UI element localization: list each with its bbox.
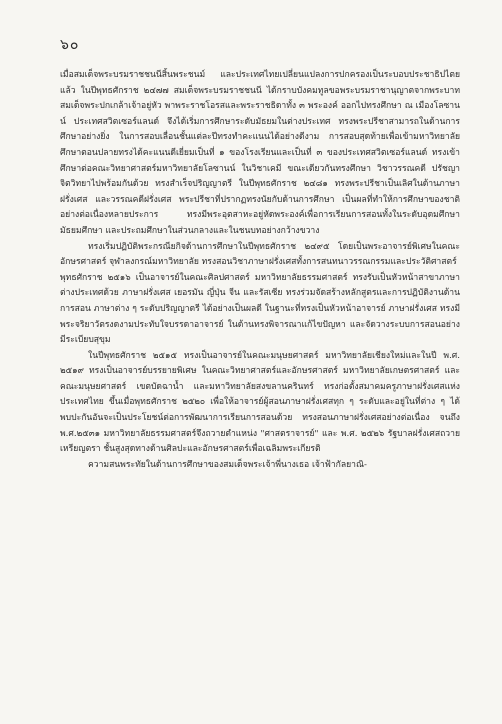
body-text: [60, 68, 460, 473]
paragraph-4: ในปีพุทธศักราช ๒๕๑๕ ทรงเป็นอาจารย์ในคณะมนุษยศาสตร์ มหาวิทยาลัยเชียงใหม่และในปี พ.ศ. ๒๕๑๙ ทรงเป็นอาจารย์บรรยายพิเศษ ในคณะวิทยาศาสตร์และอักษรศาสตร์ มหาวิทยาลัยเกษตรศาสตร์ และคณะมนุษยศาสตร์ เขตบัดฉาน้ำ และมหาวิทยาลัยสงขลานครินทร์ ทรงก่อตั้งสมาคมครูภาษาฝรั่งเศสแห่งประเทศไทย ขึ้นเมื่อพุทธศักราช ๒๕๒๐ เพื่อให้อาจารย์ผู้สอนภาษาฝรั่งเศสทุก ๆ ระดับและอยู่ในที่ต่าง ๆ ได้พบปะกันอันจะเป็นประโยชน์ต่อการพัฒนาการเรียนการสอนด้วย ทรงสอนภาษาฝรั่งเศสอย่างต่อเนื่อง จนถึง พ.ศ.๒๕๓๑ มหาวิทยาลัยธรรมศาสตร์จึงถวายตำแหน่ง "ศาสตราจารย์" และ พ.ศ. ๒๕๒๖ รัฐบาลฝรั่งเศสถวายเหรียญตรา ชั้นสูงสุดทางด้านศิลปะและอักษรศาสตร์เพื่อเฉลิมพระเกียรติ: [60, 350, 460, 455]
paragraph-5: ความสนพระทัยในด้านการศึกษาของสมเด็จพระเจ้าพี่นางเธอ เจ้าฟ้ากัลยาณิ-: [88, 459, 367, 470]
paragraph-3: พุทธศักราช ๒๕๑๖ เป็นอาจารย์ในคณะศิลปศาสตร์ มหาวิทยาลัยธรรมศาสตร์ ทรงรับเป็นหัวหน้าสาขาภาษาต่างประเทศด้วย ภาษาฝรั่งเศส เยอรมัน ญี่ปุ่น จีน และรัสเซีย ทรงร่วมจัดสร้างหลักสูตรและการปฏิบัติงานด้านการสอน ภาษาต่าง ๆ ระดับปริญญาตรี ได้อย่างเป็นผลดี ในฐานะที่ทรงเป็นหัวหน้าอาจารย์ ภาษาฝรั่งเศส ทรงมีพระจริยาวัตรงดงามประทับใจบรรดาอาจารย์ ในด้านทรงพิจารณาแก้ไขปัญหา และจัดวางระบบการสอนอย่างมีระเบียบสุขุม: [60, 272, 460, 346]
page-number: ๖๐: [60, 37, 80, 53]
paragraph-2: ทรงเริ่มปฏิบัติพระกรณียกิจด้านการศึกษาในปีพุทธศักราช ๒๔๙๕ โดยเป็นพระอาจารย์พิเศษในคณะอักษรศาสตร์ จุฬาลงกรณ์มหาวิทยาลัย ทรงสอนวิชาภาษาฝรั่งเศสทั้งการสนทนาวรรณกรรมและประวัติศาสตร์: [60, 241, 460, 268]
paragraph-1: เมื่อสมเด็จพระบรมราชชนนีสิ้นพระชนม์ และประเทศไทยเปลี่ยนแปลงการปกครองเป็นระบอบประชาธิปไตยแล้ว ในปีพุทธศักราช ๒๔๗๗ สมเด็จพระบรมราชชนนี ได้กราบบังคมทูลขอพระบรมราชานุญาตจากพระบาทสมเด็จพระปกเกล้าเจ้าอยู่หัว พาพระราชโอรสและพระราชธิดาทั้ง ๓ พระองค์ ออกไปทรงศึกษา ณ เมืองโลซานน์ ประเทศสวิตเซอร์แลนด์ จึงได้เริ่มการศึกษาระดับมัธยมในต่างประเทศ ทรงพระปรีชาสามารถในด้านการศึกษาอย่างยิ่ง ในการสอบเลื่อนชั้นแต่ละปีทรงทำคะแนนได้อย่างดีงาม การสอบสุดท้ายเพื่อเข้ามหาวิทยาลัยศึกษาตอนปลายทรงได้คะแนนดีเยี่ยมเป็นที่ ๑ ของโรงเรียนและเป็นที่ ๓ ของประเทศสวิตเซอร์แลนด์ ทรงเข้าศึกษาต่อคณะวิทยาศาสตร์มหาวิทยาลัยโลซานน์ ในวิชาเคมี ขณะเดียวกันทรงศึกษา วิชาวรรณคดี ปรัชญา จิตวิทยาไปพร้อมกันด้วย ทรงสำเร็จปริญญาตรี ในปีพุทธศักราช ๒๔๘๑ ทรงพระปรีชาเป็นเลิศในด้านภาษาฝรั่งเศส และวรรณคดีฝรั่งเศส พระปรีชาที่ปรากฏทรงนัยกับด้านการศึกษา เป็นผลที่ทำให้การศึกษาของชาติอย่างต่อเนื่องหลายประการ ทรงมีพระอุตสาหะอยู่หัดพระองค์เพื่อการเรียนการสอนทั้งในระดับอุดมศึกษามัธยมศึกษา และประถมศึกษาในส่วนกลางและในชนบทอย่างกว้างขวาง: [60, 70, 460, 236]
